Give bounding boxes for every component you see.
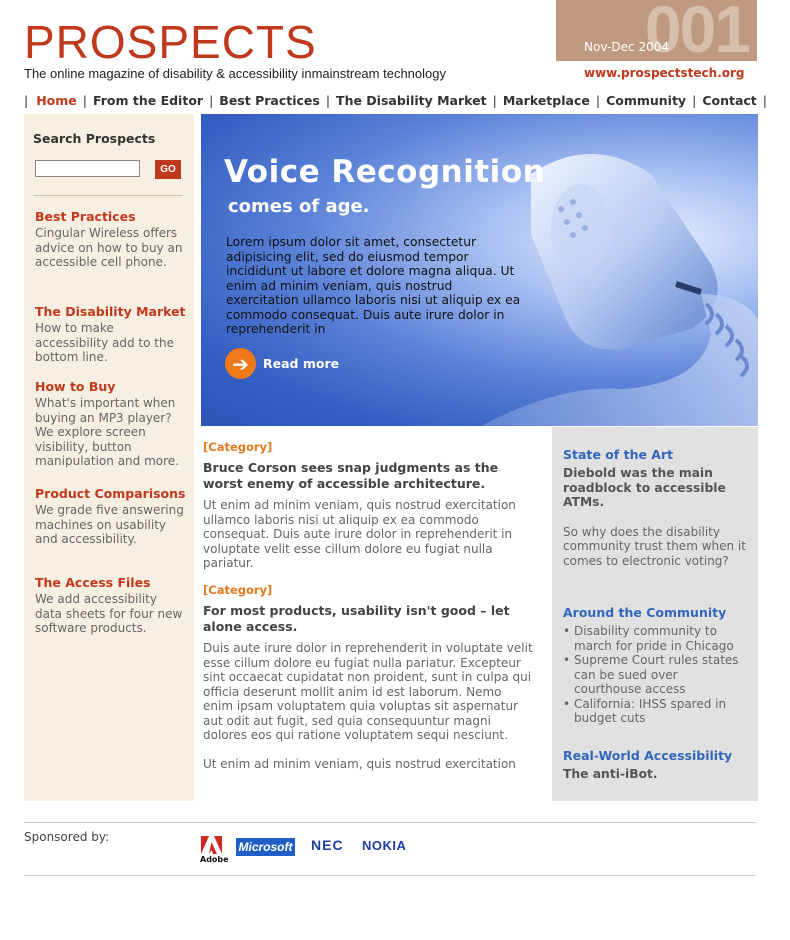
nav-separator: | [595,93,601,108]
nav-item-best-practices[interactable]: Best Practices [219,93,320,108]
sponsor-microsoft-logo[interactable]: Microsoft [236,838,295,856]
sidebar-section-text: We grade five answering machines on usability and accessibility. [35,503,184,546]
sidebar-section-title[interactable]: The Disability Market [35,304,186,319]
sponsor-adobe-logo[interactable] [200,836,229,866]
list-item[interactable]: • Supreme Court rules states can be sued over courthouse access [563,653,748,697]
sidebar-section-access-files[interactable] [35,575,187,636]
search-go-button[interactable]: GO [155,160,181,179]
real-world-accessibility-section [563,748,748,782]
main-nav [24,92,773,110]
search-input[interactable] [35,160,140,177]
around-the-community-title[interactable]: Around the Community [563,605,727,620]
arrow-right-icon[interactable]: ➔ [225,348,256,379]
sponsored-label: Sponsored by: [24,830,110,844]
nav-item-home[interactable]: Home [36,93,77,108]
article-body-continued: Ut enim ad minim veniam, quis nostrud exercitation [203,756,516,771]
article-headline[interactable]: For most products, usability isn't good – let alone access. [203,603,510,634]
sidebar-section-product-comparisons[interactable] [35,486,187,547]
article-headline[interactable]: Bruce Corson sees snap judgments as the worst enemy of accessible architecture. [203,460,499,491]
hero-subtitle: comes of age. [228,196,370,217]
issue-number: 001 [644,0,749,61]
nav-separator: | [24,93,29,108]
article-category[interactable]: [Category] [203,583,273,597]
state-of-the-art-section [563,447,748,568]
nav-item-community[interactable]: Community [606,93,687,108]
hero-body-text: Lorem ipsum dolor sit amet, consectetur adipisicing elit, sed do eiusmod tempor incididunt ut labore et dolore magna aliqua. Ut enim ad minim veniam, quis nostrud exercitation ullamco laboris nisi ut aliquip ex ea commodo consequat. Duis aute irure dolor in reprehenderit in [226,235,521,336]
sidebar-section-disability-market[interactable] [35,304,187,365]
search-title: Search Prospects [33,131,156,146]
read-more-button[interactable] [225,348,339,379]
nav-separator: | [209,93,214,108]
state-of-the-art-text: So why does the disability community trust them when it comes to electronic voting? [563,524,746,568]
nav-item-contact[interactable]: Contact [702,93,757,108]
sidebar-section-title[interactable]: How to Buy [35,379,116,394]
article-2 [203,583,535,771]
site-logo[interactable]: PROSPECTS [24,16,317,68]
sidebar-divider [33,195,183,196]
nav-item-marketplace[interactable]: Marketplace [502,93,590,108]
issue-banner [556,0,757,61]
list-item[interactable]: • Disability community to march for pride in Chicago [563,624,748,653]
nav-separator: | [325,93,331,108]
sidebar-section-title[interactable]: The Access Files [35,575,151,590]
real-world-accessibility-title[interactable]: Real-World Accessibility [563,748,733,763]
sponsor-nec-logo[interactable]: NEC [311,837,344,853]
site-url-link[interactable]: www.prospectstech.org [584,66,745,80]
nav-separator: | [692,93,697,108]
hero-banner [201,114,758,426]
sidebar-section-text: How to make accessibility add to the bottom line. [35,321,174,364]
footer-divider-top [24,822,756,823]
sponsor-nokia-logo[interactable]: NOKIA [362,838,407,853]
nav-item-disability-market[interactable]: The Disability Market [336,93,487,108]
hero-title: Voice Recognition [224,154,546,190]
real-world-accessibility-lead[interactable]: The anti-iBot. [563,767,658,781]
site-tagline: The online magazine of disability & accessibility inmainstream technology [24,66,446,81]
issue-date: Nov-Dec 2004 [584,40,670,54]
sidebar-section-how-to-buy[interactable] [35,379,187,469]
sidebar-section-text: Cingular Wireless offers advice on how to buy an accessible cell phone. [35,226,183,269]
list-item[interactable]: • California: IHSS spared in budget cuts [563,697,748,726]
sidebar-section-title[interactable]: Product Comparisons [35,486,186,501]
article-body: Ut enim ad minim veniam, quis nostrud exercitation ullamco laboris nisi ut aliquip ex ea commodo consequat. Duis aute irure dolor in reprehenderit in voluptate velit esse cillum dolore eu fugiat nulla pariatur. [203,498,516,570]
state-of-the-art-lead[interactable]: Diebold was the main roadblock to accessible ATMs. [563,466,726,509]
article-1 [203,440,535,571]
nav-separator: | [82,93,87,108]
nav-separator: | [762,93,767,108]
footer-divider-bottom [24,875,756,876]
nav-item-from-the-editor[interactable]: From the Editor [93,93,204,108]
community-list [563,624,748,726]
sidebar-section-title[interactable]: Best Practices [35,209,136,224]
article-body: Duis aute irure dolor in reprehenderit in voluptate velit esse cillum dolore eu fugiat nulla pariatur. Excepteur sint occaecat cupidatat non proident, sunt in culpa qui officia deserunt mollit anim id est laborum. Nemo enim ipsam voluptatem quia voluptas sit aspernatur aut odit aut fugit, sed quia consequuntur magni dolores eos qui ratione voluptatem sequi nesciunt. [203,641,533,742]
sidebar-section-text: We add accessibility data sheets for four new software products. [35,592,183,635]
read-more-label[interactable]: Read more [263,356,340,371]
sidebar-section-best-practices[interactable] [35,209,187,270]
nav-separator: | [492,93,497,108]
around-the-community-section [563,605,748,726]
state-of-the-art-title[interactable]: State of the Art [563,447,674,462]
article-category[interactable]: [Category] [203,440,273,454]
sponsor-name: Adobe [200,855,229,864]
sidebar-section-text: What's important when buying an MP3 player? We explore screen visibility, button manipulation and more. [35,396,179,468]
